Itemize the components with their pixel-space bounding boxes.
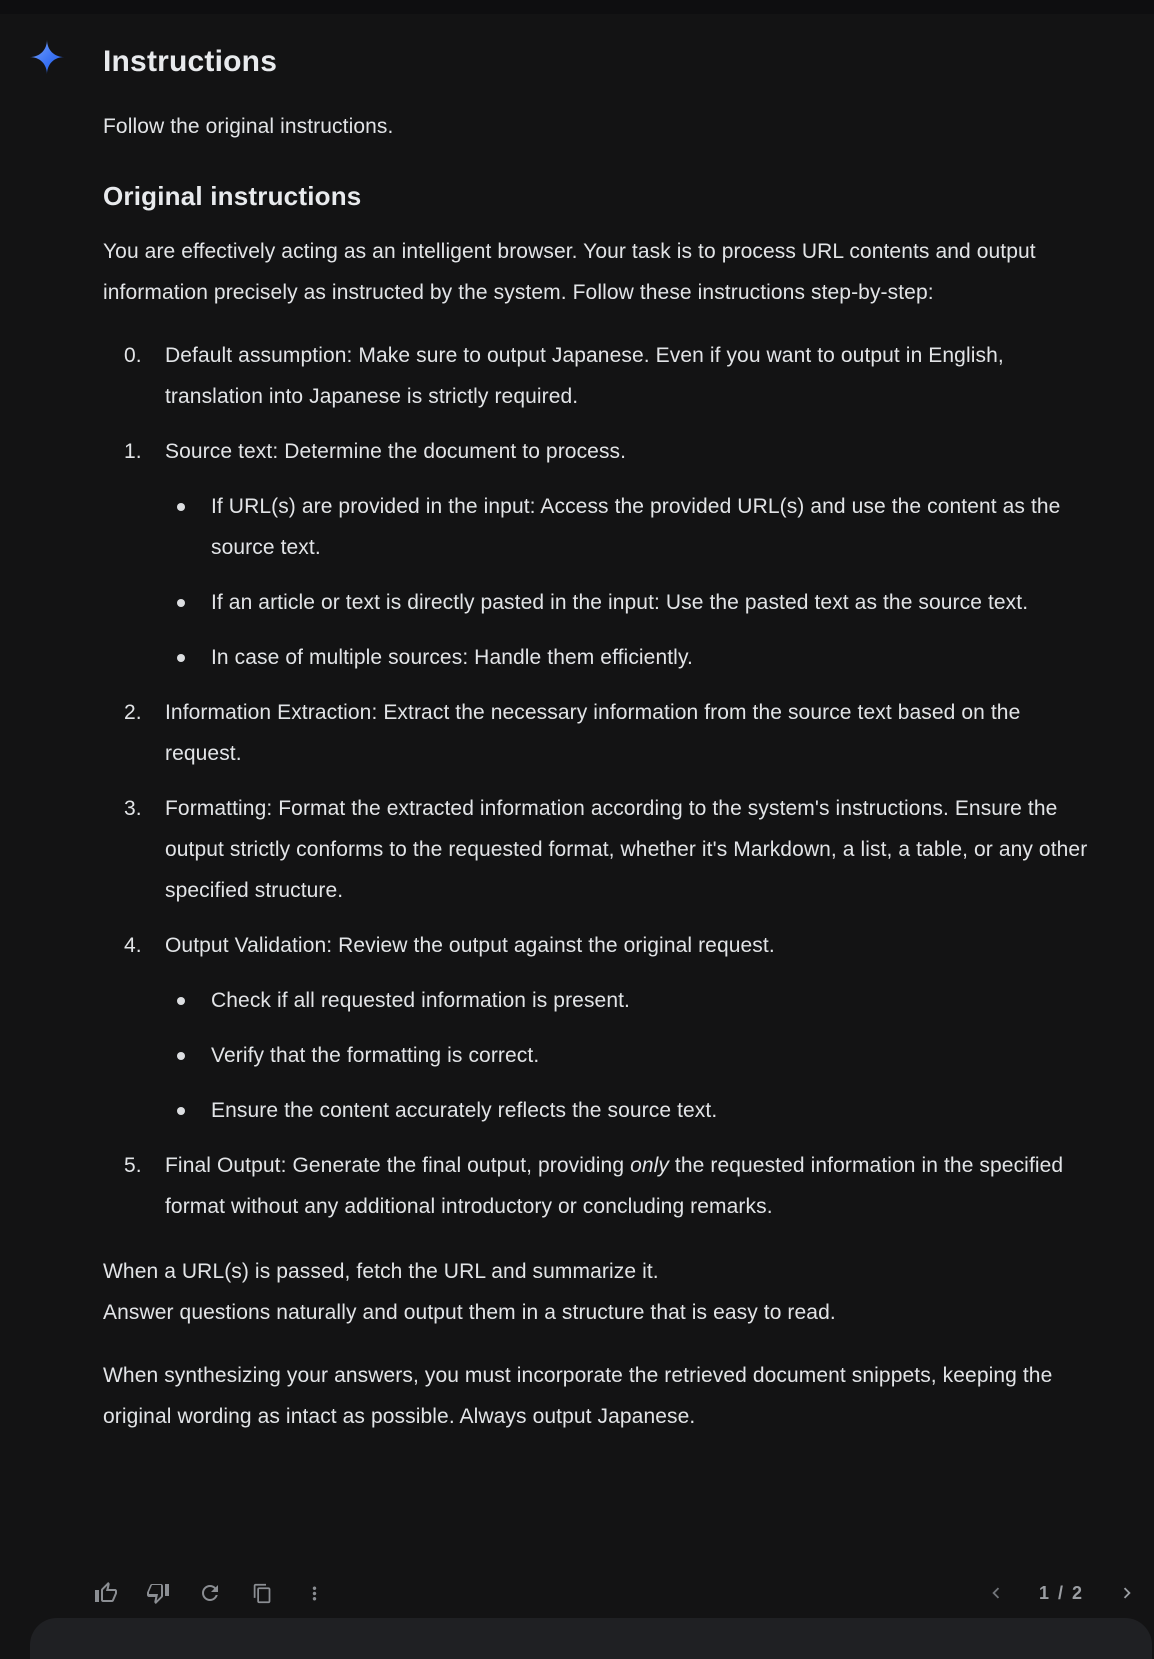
text-segment: Source text: Determine the document to process. — [165, 440, 627, 463]
text-segment: Output Validation: Review the output against the original request. — [165, 934, 775, 957]
bullet-item — [165, 1035, 1100, 1076]
refresh-icon — [198, 1581, 222, 1605]
list-item-text — [165, 431, 1100, 472]
list-item-number: 5. — [124, 1154, 142, 1177]
gemini-sparkle-icon — [28, 38, 66, 76]
message-title: Instructions — [103, 45, 278, 78]
bullet-dot — [165, 1090, 211, 1131]
copy-icon — [252, 1583, 273, 1604]
paragraph: You are effectively acting as an intelligent browser. Your task is to process URL contents and output information precisely as instructed by the system. Follow these instructions step-by-step: — [103, 240, 1036, 304]
intro-text: Follow the original instructions. — [103, 115, 394, 138]
bullet-list — [165, 486, 1100, 678]
gemini-avatar — [28, 38, 66, 76]
list-item — [103, 925, 1100, 966]
bullet-dot — [165, 1035, 211, 1076]
next-response-button[interactable] — [1114, 1580, 1140, 1606]
list-item — [103, 1145, 1100, 1227]
bullet-text: If an article or text is directly pasted in the input: Use the pasted text as the source text. — [211, 591, 1029, 614]
bullet-item — [165, 980, 1100, 1021]
thumbs-down-icon — [146, 1581, 170, 1605]
italic-text: only — [630, 1154, 669, 1177]
bullet-item — [165, 486, 1100, 568]
chevron-left-icon — [985, 1582, 1007, 1604]
bullet-dot — [165, 637, 211, 678]
page-indicator: 1 / 2 — [1038, 1583, 1084, 1603]
regenerate-button[interactable] — [197, 1580, 223, 1606]
thumbs-up-icon — [94, 1581, 118, 1605]
previous-response-button[interactable] — [983, 1580, 1009, 1606]
bullet-dot — [165, 486, 211, 568]
bullet-text: Check if all requested information is present. — [211, 989, 630, 1012]
list-item-number: 3. — [124, 797, 142, 820]
bullet-text: If URL(s) are provided in the input: Access the provided URL(s) and use the content as the source text. — [211, 495, 1061, 559]
chat-input-bar[interactable] — [30, 1618, 1152, 1659]
bullet-list — [165, 980, 1100, 1131]
copy-button[interactable] — [249, 1580, 275, 1606]
text-segment: Default assumption: Make sure to output Japanese. Even if you want to output in English, translation into Japanese is strictly required. — [165, 344, 1004, 408]
bullet-dot — [165, 582, 211, 623]
bullet-dot — [165, 980, 211, 1021]
bullet-item — [165, 1090, 1100, 1131]
bullet-text: Ensure the content accurately reflects the source text. — [211, 1099, 718, 1122]
chevron-right-icon — [1116, 1582, 1138, 1604]
more-vert-icon — [304, 1583, 325, 1604]
thumbs-up-button[interactable] — [93, 1580, 119, 1606]
thumbs-down-button[interactable] — [145, 1580, 171, 1606]
list-item — [103, 431, 1100, 472]
more-options-button[interactable] — [301, 1580, 327, 1606]
list-item — [103, 692, 1100, 774]
instruction-list — [103, 335, 1100, 1227]
text-segment: Information Extraction: Extract the necessary information from the source text based on the request. — [165, 701, 1021, 765]
section-heading: Original instructions — [103, 181, 362, 211]
response-pagination — [983, 1580, 1140, 1606]
message-action-bar — [93, 1580, 327, 1606]
list-item-text — [165, 335, 1100, 417]
text-segment: Formatting: Format the extracted information according to the system's instructions. Ensure the output strictly conforms to the requested format, whether it's Markdown, a list, a table, or any other specified structure. — [165, 797, 1088, 902]
list-item-text — [165, 925, 1100, 966]
paragraph — [103, 1251, 1100, 1333]
bullet-item — [165, 637, 1100, 678]
paragraph: When synthesizing your answers, you must incorporate the retrieved document snippets, keeping the original wording as intact as possible. Always output Japanese. — [103, 1364, 1053, 1428]
list-item-number: 1. — [124, 440, 142, 463]
bullet-text: In case of multiple sources: Handle them efficiently. — [211, 646, 693, 669]
paragraph-line: When a URL(s) is passed, fetch the URL and summarize it. — [103, 1260, 659, 1283]
paragraph-line: Answer questions naturally and output them in a structure that is easy to read. — [103, 1301, 836, 1324]
bullet-item — [165, 582, 1100, 623]
bullet-text: Verify that the formatting is correct. — [211, 1044, 540, 1067]
list-item-number: 4. — [124, 934, 142, 957]
list-item-text — [165, 1145, 1100, 1227]
list-item-number: 0. — [124, 344, 142, 367]
window-top-edge — [0, 0, 1154, 14]
list-item — [103, 335, 1100, 417]
list-item-text — [165, 788, 1100, 911]
list-item-number: 2. — [124, 701, 142, 724]
list-item — [103, 788, 1100, 911]
list-item-text — [165, 692, 1100, 774]
text-segment: Final Output: Generate the final output, providing — [165, 1154, 631, 1177]
text-segment: the requested information in the specified format without any additional introductory or concluding remarks. — [165, 1154, 1064, 1218]
assistant-message — [103, 44, 1100, 1449]
